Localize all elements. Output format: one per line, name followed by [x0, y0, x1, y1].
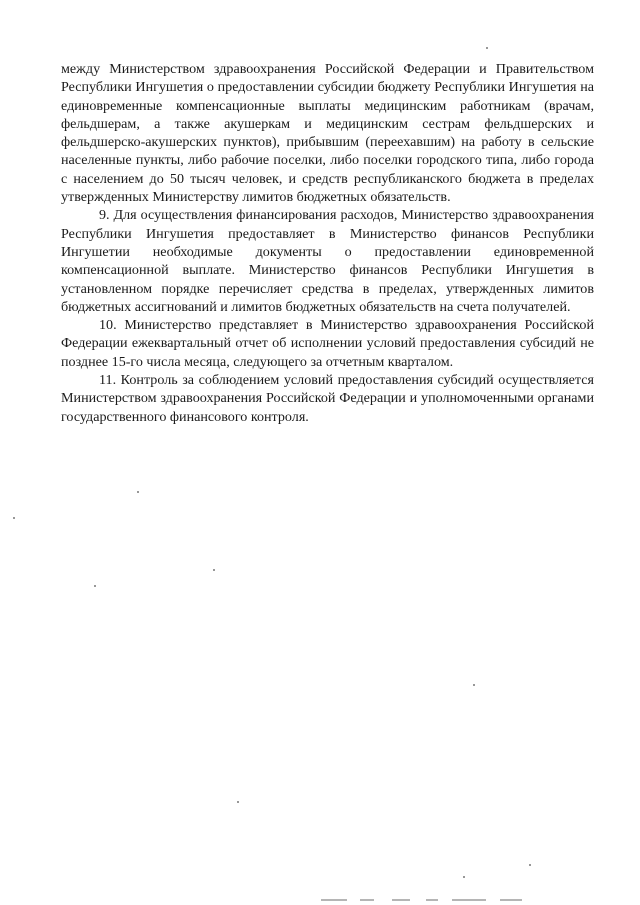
- scan-footer-mark: [321, 899, 347, 901]
- document-body: [61, 60, 594, 426]
- scan-speck: [529, 864, 531, 866]
- paragraph-item-11: 11. Контроль за соблюдением условий предоставления субсидий осуществляется Министерством здравоохранения Российской Федерации и уполномоченными органами государственного финансового контроля.: [61, 372, 594, 425]
- scan-footer-mark: [452, 899, 486, 901]
- scan-footer-mark: [500, 899, 522, 901]
- scan-speck: [213, 569, 215, 571]
- paragraph-item-10: 10. Министерство представляет в Министерство здравоохранения Российской Федерации ежеквартальный отчет об исполнении условий предоставления субсидий не позднее 15-го числа месяца, следующего за отчетным кварталом.: [61, 317, 594, 370]
- scan-speck: [486, 47, 488, 49]
- scan-footer-mark: [426, 899, 438, 901]
- paragraph-continuation: между Министерством здравоохранения Российской Федерации и Правительством Республики Ингушетия о предоставлении субсидии бюджету Республики Ингушетия на единовременные компенсационные выплаты медицинским работникам (врачам, фельдшерам, а также акушеркам и медицинским сестрам фельдшерских и фельдшерско-акушерских пунктов), прибывшим (переехавшим) на работу в сельские населенные пункты, либо рабочие поселки, либо поселки городского типа, либо города с населением до 50 тысяч человек, и средств республиканского бюджета в пределах утвержденных Министерству лимитов бюджетных обязательств.: [61, 61, 594, 206]
- scan-speck: [463, 876, 465, 878]
- scan-speck: [94, 585, 96, 587]
- scan-footer-mark: [392, 899, 410, 901]
- scan-speck: [237, 801, 239, 803]
- scan-footer-mark: [360, 899, 374, 901]
- scan-speck: [13, 517, 15, 519]
- scan-speck: [137, 491, 139, 493]
- paragraph-item-9: 9. Для осуществления финансирования расходов, Министерство здравоохранения Республики Ингушетия предоставляет в Министерство финансов Республики Ингушетии необходимые документы о предоставлении единовременной компенсационной выплате. Министерство финансов Республики Ингушетия в установленном порядке перечисляет средства в пределах, утвержденных лимитов бюджетных ассигнований и лимитов бюджетных обязательств на счета получателей.: [61, 207, 594, 315]
- scan-speck: [473, 684, 475, 686]
